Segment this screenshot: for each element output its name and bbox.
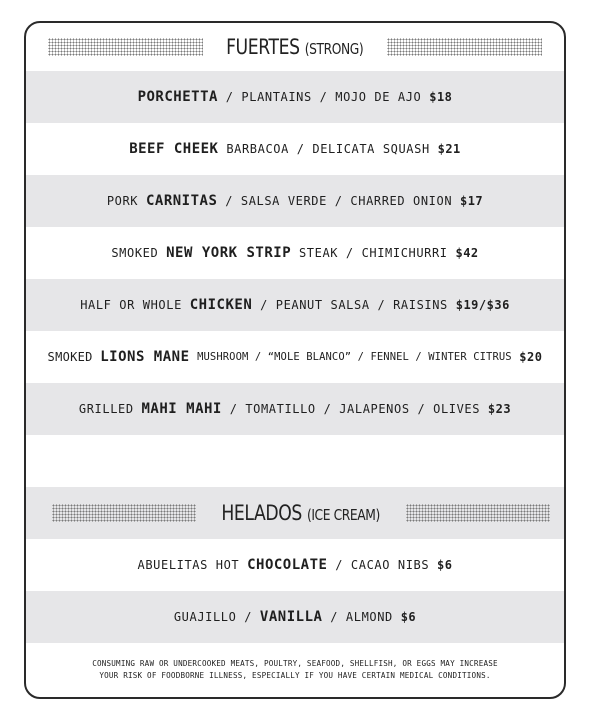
item-prefix: SMOKED — [111, 246, 159, 260]
item-description: / PLANTAINS / MOJO DE AJO — [225, 90, 422, 104]
section-title-text: FUERTES — [226, 35, 300, 59]
spacer-row — [26, 435, 564, 487]
item-name: NEW YORK STRIP — [166, 245, 292, 261]
item-prefix: GUAJILLO / — [173, 610, 253, 624]
item-price: $42 — [455, 246, 479, 260]
dotted-rule-left — [48, 38, 203, 56]
dotted-rule-right — [387, 38, 542, 56]
item-name: CHOCOLATE — [247, 557, 328, 573]
menu-item — [26, 331, 564, 383]
item-prefix: ABUELITAS HOT — [137, 558, 240, 572]
item-description: MUSHROOM / “MOLE BLANCO” / FENNEL / WINTER CITRUS — [197, 351, 512, 363]
item-description: BARBACOA / DELICATA SQUASH — [226, 142, 430, 156]
section-header-fuertes — [26, 23, 564, 71]
item-price: $17 — [459, 194, 484, 208]
section-title-text: HELADOS — [221, 501, 303, 525]
item-prefix: SMOKED — [47, 350, 93, 364]
item-description: / TOMATILLO / JALAPENOS / OLIVES — [229, 402, 481, 416]
section-title-fuertes — [226, 35, 363, 59]
menu-item — [26, 175, 564, 227]
item-prefix: HALF OR WHOLE — [80, 298, 182, 312]
section-header-helados — [26, 487, 564, 539]
item-price: $6 — [437, 558, 453, 572]
item-price: $21 — [437, 142, 461, 156]
item-price: $6 — [400, 610, 417, 624]
menu-item — [26, 123, 564, 175]
section-subtitle: (STRONG) — [305, 40, 364, 58]
section-title-helados — [222, 501, 380, 525]
item-description: STEAK / CHIMICHURRI — [298, 246, 448, 260]
menu-item — [26, 71, 564, 123]
item-description: / CACAO NIBS — [335, 558, 430, 572]
section-subtitle: (ICE CREAM) — [307, 506, 381, 524]
item-price: $20 — [519, 350, 543, 364]
item-description: / PEANUT SALSA / RAISINS — [260, 298, 448, 312]
item-price: $23 — [487, 402, 512, 416]
disclaimer-line-1: CONSUMING RAW OR UNDERCOOKED MEATS, POULTRY, SEAFOOD, SHELLFISH, OR EGGS MAY INCREASE — [92, 659, 498, 668]
item-name: CARNITAS — [145, 193, 218, 209]
menu-item — [26, 227, 564, 279]
item-price: $18 — [429, 90, 453, 104]
menu-item — [26, 591, 564, 643]
item-name: VANILLA — [259, 609, 323, 625]
menu-card — [24, 21, 566, 699]
disclaimer — [26, 643, 564, 697]
menu-item — [26, 279, 564, 331]
menu-item — [26, 383, 564, 435]
item-price: $19/$36 — [455, 298, 510, 312]
dotted-rule-right — [406, 504, 550, 522]
disclaimer-line-2: YOUR RISK OF FOODBORNE ILLNESS, ESPECIALLY IF YOU HAVE CERTAIN MEDICAL CONDITIONS. — [99, 671, 491, 680]
item-name: BEEF CHEEK — [129, 141, 219, 157]
item-prefix: GRILLED — [78, 402, 134, 416]
item-description: / SALSA VERDE / CHARRED ONION — [225, 194, 453, 208]
item-prefix: PORK — [106, 194, 139, 208]
item-name: MAHI MAHI — [141, 401, 222, 417]
item-name: CHICKEN — [189, 297, 253, 313]
item-description: / ALMOND — [330, 610, 393, 624]
dotted-rule-left — [52, 504, 196, 522]
menu-item — [26, 539, 564, 591]
item-name: LIONS MANE — [100, 349, 190, 365]
item-name: PORCHETTA — [137, 89, 218, 105]
